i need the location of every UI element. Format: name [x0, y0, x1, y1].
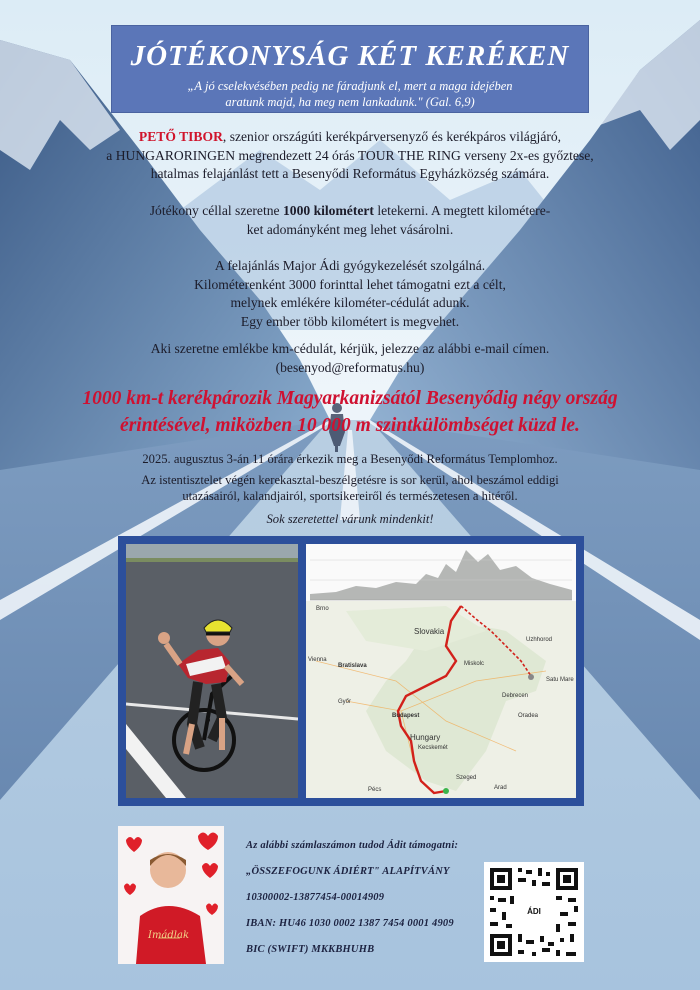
cyclist-photo [126, 544, 298, 798]
route-map [306, 601, 576, 798]
event-after-line-2: utazásairól, kalandjairól, sportsikereiről és természetesen a hitéről. [182, 489, 518, 503]
map-label-arad: Arad [494, 785, 507, 791]
map-label-gyor: Győr [338, 699, 352, 705]
map-label-slovakia: Slovakia [414, 627, 445, 636]
account-number: 10300002-13877454-00014909 [246, 892, 385, 903]
map-label-brno: Brno [316, 606, 329, 612]
map-label-oradea: Oradea [518, 713, 539, 719]
event-arrival: 2025. augusztus 3-án 11 órára érkezik meg a Besenyődi Református Templomhoz. [142, 452, 558, 466]
quote-line-2: aratunk majd, ha meg nem lankadunk." (Gal. 6,9) [225, 95, 475, 109]
map-label-budapest: Budapest [392, 713, 420, 719]
iban: IBAN: HU46 1030 0002 1387 7454 0001 4909 [246, 918, 454, 929]
intro-paragraph [70, 128, 630, 184]
page-title: JÓTÉKONYSÁG KÉT KERÉKEN [130, 40, 570, 72]
offer-paragraph [70, 257, 630, 331]
cyclist-illustration [126, 544, 298, 798]
map-label-satu-mare: Satu Mare [546, 677, 574, 683]
offer-line-3: melynek emlékére kilométer-cédulát adunk. [230, 295, 470, 310]
map-label-hungary: Hungary [410, 733, 441, 742]
contact-paragraph [70, 340, 630, 377]
child-shirt-text: Imádlak [148, 930, 190, 941]
highlight-line-2: érintésével, miközben 10 000 m szintkülömbséget küzd le. [120, 415, 580, 436]
goal-post: letekerni. A megtett kilométere- [373, 203, 551, 218]
foundation-name: „ÖSSZEFOGUNK ÁDIÉRT" ALAPÍTVÁNY [246, 866, 450, 877]
elevation-chart [306, 544, 576, 608]
event-info [60, 451, 640, 527]
intro-line-1: , szenior országúti kerékpárversenyző és kerékpáros világjáró, [222, 129, 562, 144]
offer-line-2: Kilométerenként 3000 forinttal lehet támogatni ezt a célt, [194, 276, 506, 292]
quote-line-1: „A jó cselekvésében pedig ne fáradjunk el, mert a maga idejében [187, 79, 513, 93]
contact-email[interactable]: (besenyod@reformatus.hu) [275, 359, 425, 375]
qr-center-label: ÁDI [527, 907, 541, 916]
child-photo [118, 826, 224, 964]
bic-swift: BIC (SWIFT) MKKBHUHB [246, 944, 375, 955]
support-intro: Az alábbi számlaszámon tudod Ádit támogatni: [246, 840, 459, 851]
elevation-profile [306, 544, 576, 608]
title-banner [112, 26, 588, 112]
offer-line-4: Egy ember több kilométert is megvehet. [240, 313, 460, 329]
map-label-szeged: Szeged [456, 775, 477, 781]
rider-name: PETŐ TIBOR [138, 129, 223, 144]
map-label-kecskemet: Kecskemét [418, 745, 448, 751]
child-illustration [118, 826, 224, 964]
map-label-vienna: Vienna [308, 657, 327, 663]
map-label-miskolc: Miskolc [464, 661, 485, 667]
bible-quote [132, 78, 568, 110]
map-label-bratislava: Bratislava [338, 663, 367, 669]
photo-panel [118, 536, 584, 806]
qr-code[interactable] [484, 862, 584, 962]
event-after-line-1: Az istentisztelet végén kerekasztal-beszélgetésre is sor kerül, ahol beszámol eddigi [141, 472, 559, 487]
route-highlight [30, 385, 670, 439]
highlight-line-1: 1000 km-t kerékpározik Magyarkanizsától Besenyődig négy ország [82, 388, 618, 409]
event-welcome: Sok szeretettel várunk mindenkit! [266, 511, 434, 526]
goal-paragraph [70, 202, 630, 239]
goal-line-2: ket adományként meg lehet vásárolni. [246, 221, 454, 237]
intro-line-3: hatalmas felajánlást tett a Besenyődi Református Egyházközség számára. [150, 166, 550, 181]
map-label-pecs: Pécs [368, 787, 382, 793]
offer-line-1: A felajánlás Major Ádi gyógykezelését szolgálná. [214, 258, 486, 273]
map-label-debrecen: Debrecen [502, 693, 529, 699]
map-label-uzhhorod: Uzhhorod [526, 637, 553, 643]
goal-distance: 1000 kilométert [282, 203, 374, 218]
contact-line-1: Aki szeretne emlékbe km-cédulát, kérjük, jelezze az alábbi e-mail címen. [150, 341, 550, 356]
intro-line-2: a HUNGARORINGEN megrendezett 24 órás TOUR THE RING verseny 2x-es győztese, [106, 147, 594, 163]
goal-pre: Jótékony céllal szeretne [149, 203, 283, 218]
